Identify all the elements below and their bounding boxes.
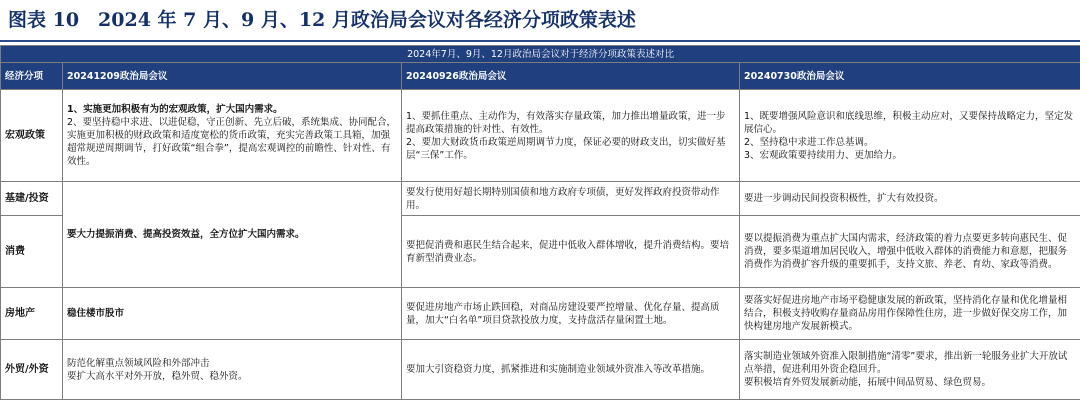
row-label-trade: 外贸/外资 xyxy=(1,340,63,400)
table-row-infra xyxy=(1,182,1080,216)
cell-infra-sep: 要发行使用好超长期特别国债和地方政府专项债，更好发挥政府投资带动作用。 xyxy=(402,182,740,216)
row-label-property: 房地产 xyxy=(1,288,63,340)
cell-macro-dec xyxy=(63,90,402,182)
table-row-trade xyxy=(1,340,1080,400)
row-label-consumption: 消费 xyxy=(1,216,63,288)
cell-line: 1、实施更加积极有为的宏观政策，扩大国内需求。 xyxy=(67,104,283,115)
table-caption-row xyxy=(1,46,1080,63)
cell-line: 2、要坚持稳中求进、以进促稳，守正创新、先立后破，系统集成、协同配合，实施更加积极的财政政策和适度宽松的货币政策，充实完善政策工具箱，加强超常规逆周期调节，打好政策“组合拳”，提高宏观调控的前瞻性、针对性、有效性。 xyxy=(67,117,397,167)
cell-line: 要大力提振消费、提高投资效益，全方位扩大国内需求。 xyxy=(67,229,305,240)
cell-consumption-sep: 要把促消费和惠民生结合起来，促进中低收入群体增收，提升消费结构。要培育新型消费业态。 xyxy=(402,216,740,288)
header-jul-meeting: 20240730政治局会议 xyxy=(740,63,1080,90)
header-category: 经济分项 xyxy=(1,63,63,90)
cell-trade-jul xyxy=(740,340,1080,400)
row-label-infra: 基建/投资 xyxy=(1,182,63,216)
cell-line: 稳住楼市股市 xyxy=(67,308,125,319)
cell-line: 要积极培育外贸发展新动能，拓展中间品贸易、绿色贸易。 xyxy=(744,377,992,388)
cell-line: 要扩大高水平对外开放，稳外贸、稳外资。 xyxy=(67,370,248,382)
table-caption: 2024年7月、9月、12月政治局会议对于经济分项政策表述对比 xyxy=(1,46,1080,63)
header-sep-meeting: 20240926政治局会议 xyxy=(402,63,740,90)
cell-line: 1、要抓住重点、主动作为，有效落实存量政策，加力推出增量政策，进一步提高政策措施的针对性、有效性。 xyxy=(406,110,726,135)
cell-line: 落实制造业领域外资准入限制措施“清零”要求，推出新一轮服务业扩大开放试点举措，促进利用外资企稳回升。 xyxy=(744,351,1068,375)
table-header-row xyxy=(1,63,1080,90)
cell-line: 2、要加大财政货币政策逆周期调节力度，保证必要的财政支出，切实做好基层“三保”工作。 xyxy=(406,136,726,161)
policy-comparison-table xyxy=(0,45,1080,400)
page-title: 图表 10 2024 年 7 月、9 月、12 月政治局会议对各经济分项政策表述 xyxy=(8,9,636,31)
cell-property-dec xyxy=(63,288,402,340)
title-divider xyxy=(0,40,1080,42)
cell-line: 2、坚持稳中求进工作总基调。 xyxy=(744,136,874,148)
cell-property-jul: 要落实好促进房地产市场平稳健康发展的新政策，坚持消化存量和优化增量相结合，积极支持收购存量商品房用作保障性住房，进一步做好保交房工作，加快构建房地产发展新模式。 xyxy=(740,288,1080,340)
cell-trade-sep: 要加大引资稳资力度，抓紧推进和实施制造业领域外资准入等改革措施。 xyxy=(402,340,740,400)
table-row-macro xyxy=(1,90,1080,182)
cell-line: 防范化解重点领域风险和外部冲击 xyxy=(67,357,210,369)
cell-trade-dec xyxy=(63,340,402,400)
row-label-macro: 宏观政策 xyxy=(1,90,63,182)
header-dec-meeting: 20241209政治局会议 xyxy=(63,63,402,90)
cell-consumption-dec-merged xyxy=(63,182,402,288)
cell-line: 3、宏观政策要持续用力、更加给力。 xyxy=(744,149,903,161)
table-row-property xyxy=(1,288,1080,340)
cell-line: 1、既要增强风险意识和底线思维，积极主动应对，又要保持战略定力，坚定发展信心。 xyxy=(744,110,1074,135)
cell-property-sep: 要促进房地产市场止跌回稳，对商品房建设要严控增量、优化存量、提高质量，加大“白名单”项目贷款投放力度，支持盘活存量闲置土地。 xyxy=(402,288,740,340)
cell-infra-jul: 要进一步调动民间投资积极性，扩大有效投资。 xyxy=(740,182,1080,216)
cell-consumption-jul: 要以提振消费为重点扩大国内需求，经济政策的着力点要更多转向惠民生、促消费，要多渠道增加居民收入，增强中低收入群体的消费能力和意愿，把服务消费作为消费扩容升级的重要抓手，支持文旅、养老、育幼、家政等消费。 xyxy=(740,216,1080,288)
cell-macro-sep xyxy=(402,90,740,182)
cell-macro-jul xyxy=(740,90,1080,182)
